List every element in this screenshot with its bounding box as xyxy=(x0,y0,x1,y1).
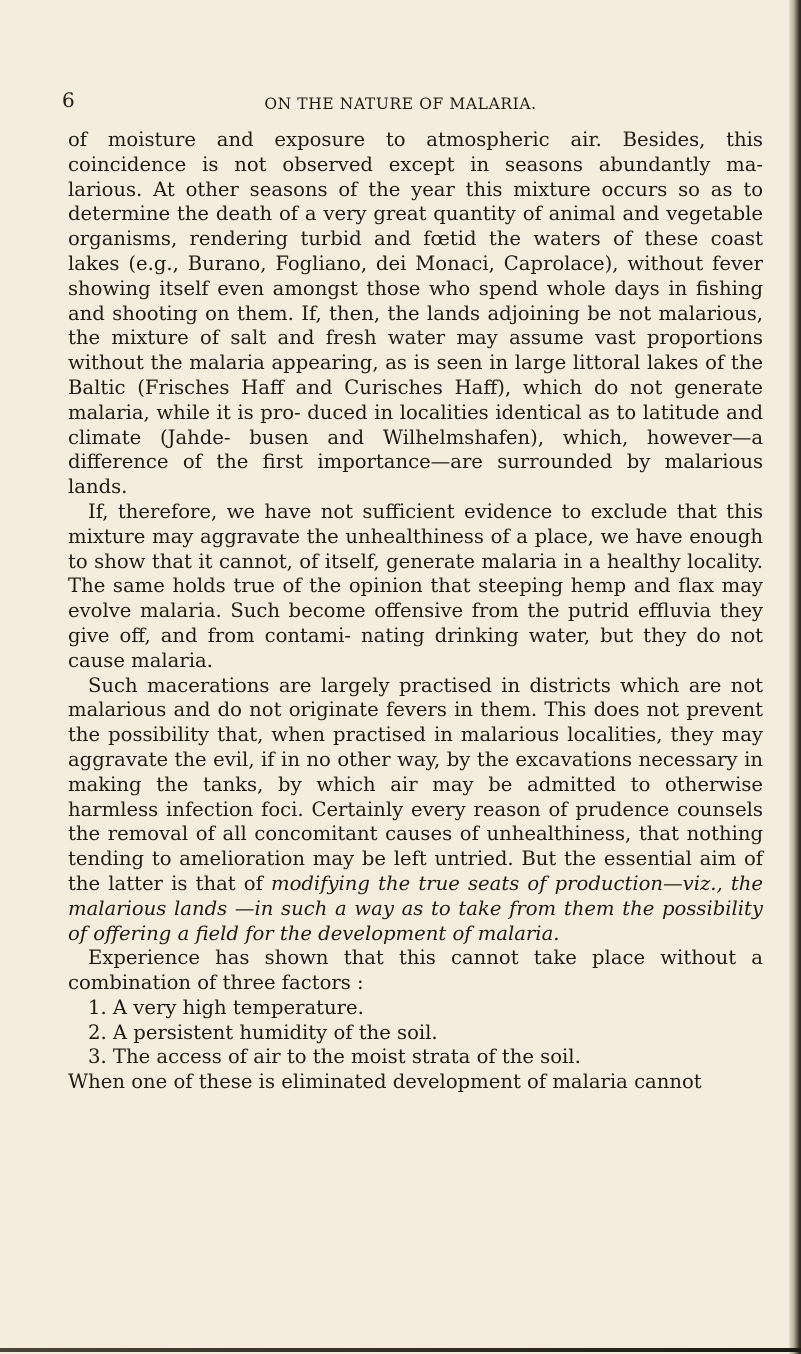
page-number: 6 xyxy=(62,88,75,112)
paragraph-2: If, therefore, we have not sufficient evidence to exclude that this mixture may aggravate the unhealthiness of a place, we have enough to show that it cannot, of itself, generate malaria in a healthy locality. The same holds true of the opinion that steeping hemp and flax may evolve malaria. Such become offensive from the putrid effluvia they give off, and from contami- nating drinking water, but they do not cause malaria. xyxy=(68,499,763,672)
paragraph-4: Experience has shown that this cannot take place without a combination of three factors : xyxy=(68,946,763,995)
list-item-1: 1. A very high temperature. xyxy=(88,995,364,1019)
paragraph-5: When one of these is eliminated development of malaria cannot xyxy=(68,1070,702,1094)
paragraph-3-text: Such macerations are largely practised in districts which are not malarious and do not originate fevers in them. This does not prevent the possibility that, when practised in malarious localities, they may aggravate the evil, if in no other way, by the excavations necessary in making the tanks, by which air may be admitted to otherwise harmless infection foci. Certainly every reason of prudence counsels the removal of all concomitant causes of unhealthiness, that nothing tending to amelioration may be left untried. But the essential aim of the latter is that of xyxy=(68,673,763,895)
list-item-2: 2. A persistent humidity of the soil. xyxy=(88,1020,438,1044)
bottom-edge-rule xyxy=(0,1348,801,1352)
list-item-3: 3. The access of air to the moist strata of the soil. xyxy=(88,1045,581,1069)
paragraph-3 xyxy=(68,674,763,947)
body-text xyxy=(68,128,763,1095)
paragraph-3-italic: modifying the true seats of production—viz., the malarious lands —in such a way as to take from them the possibility of offering a field for the development of malaria. xyxy=(68,871,764,945)
running-head: ON THE NATURE OF MALARIA. xyxy=(264,95,537,113)
paragraph-1: of moisture and exposure to atmospheric air. Besides, this coincidence is not observed except in seasons abundantly ma- larious. At other seasons of the year this mixture occurs so as to determine the death of a very great quantity of animal and vegetable organisms, rendering turbid and fœtid the waters of these coast lakes (e.g., Burano, Fogliano, dei Monaci, Caprolace), without fever showing itself even amongst those who spend whole days in fishing and shooting on them. If, then, the lands adjoining be not malarious, the mixture of salt and fresh water may assume vast proportions without the malaria appearing, as is seen in large littoral lakes of the Baltic (Frisches Haff and Curisches Haff), which do not generate malaria, while it is pro- duced in localities identical as to latitude and climate (Jahde- busen and Wilhelmshafen), which, however—a difference of the first importance—are surrounded by malarious lands. xyxy=(68,128,763,499)
page-edge-shadow xyxy=(789,0,801,1354)
